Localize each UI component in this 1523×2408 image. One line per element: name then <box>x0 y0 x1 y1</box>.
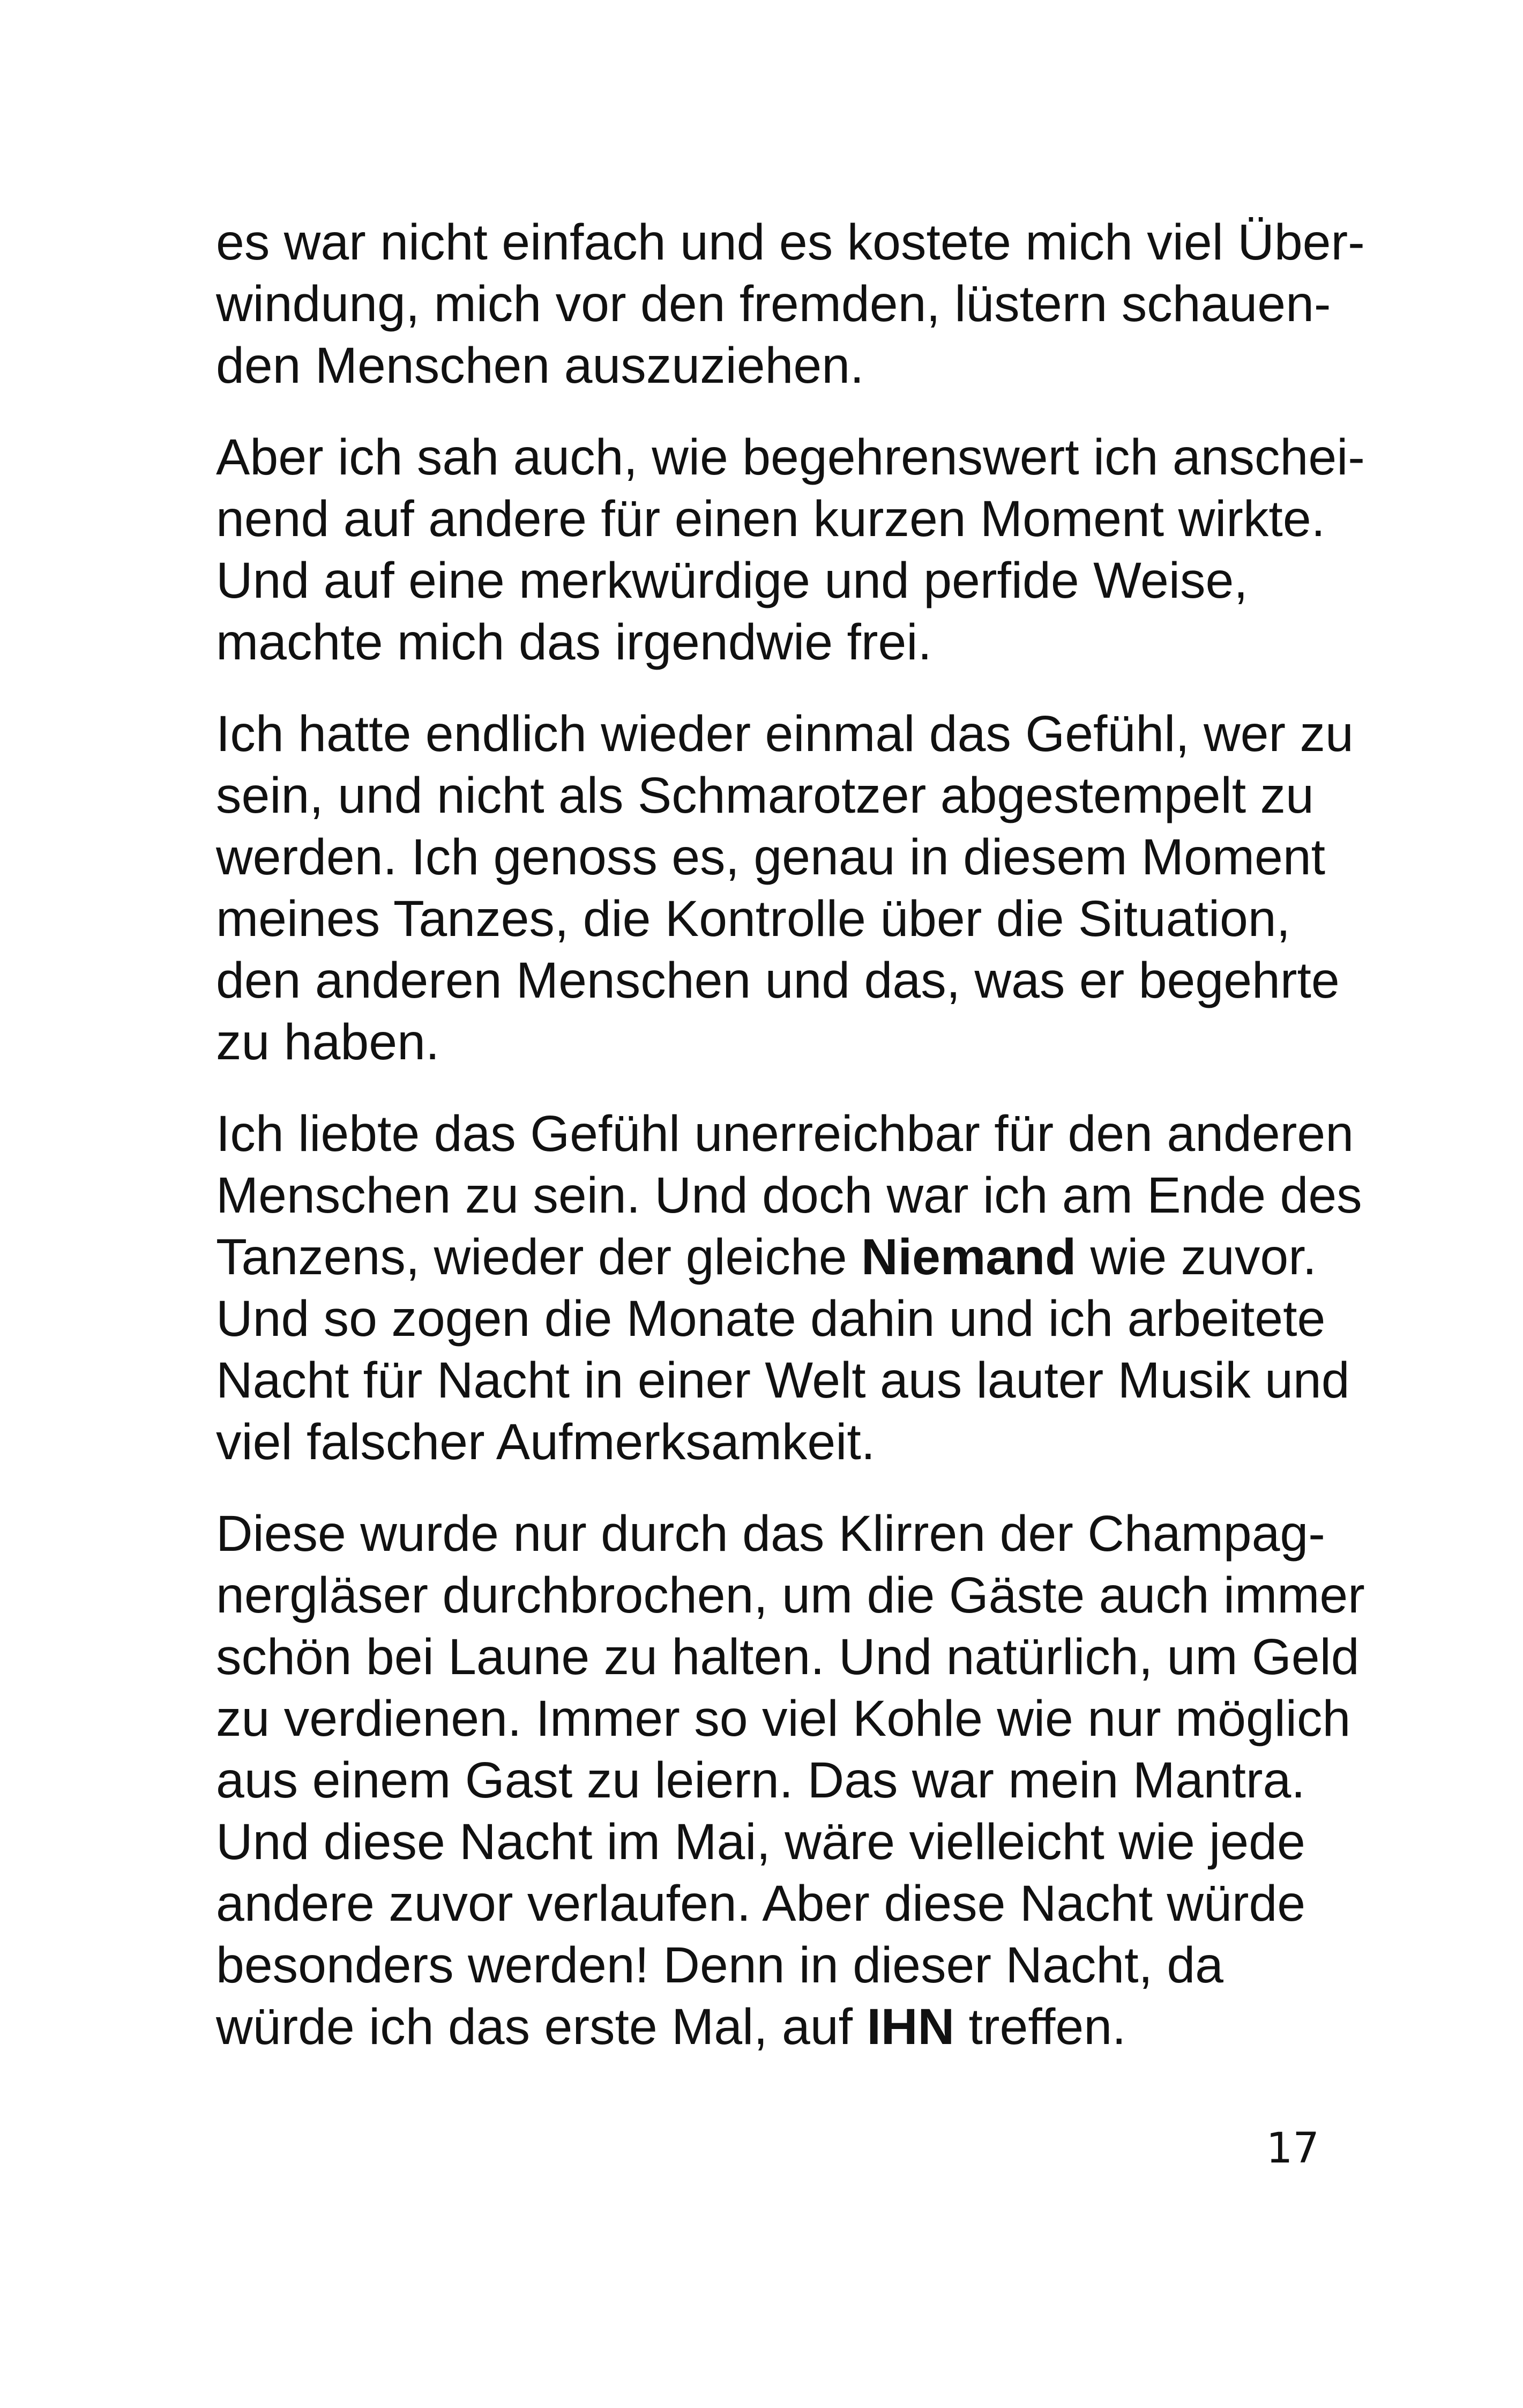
text-line: schön bei Laune zu halten. Und natürlich, um Geld <box>216 1629 1360 1685</box>
emphasis-ihn: IHN <box>867 1998 955 2055</box>
text-line: Ich hatte endlich wieder einmal das Gefühl, wer zu <box>216 705 1354 762</box>
text-line: nend auf andere für einen kurzen Moment wirkte. <box>216 490 1326 547</box>
paragraph-1 <box>216 212 1365 397</box>
text-line: werden. Ich genoss es, genau in diesem Moment <box>216 829 1326 886</box>
paragraph-3 <box>216 703 1354 1073</box>
text-line: Und auf eine merkwürdige und perfide Weise, <box>216 552 1248 609</box>
paragraph-4 <box>216 1103 1362 1473</box>
text-line: würde ich das erste Mal, auf IHN treffen. <box>216 1998 1126 2055</box>
text-line: den anderen Menschen und das, was er begehrte <box>216 952 1340 1009</box>
text-line: aus einem Gast zu leiern. Das war mein Mantra. <box>216 1752 1305 1809</box>
text-line: Diese wurde nur durch das Klirren der Champag- <box>216 1505 1325 1562</box>
text-line: viel falscher Aufmerksamkeit. <box>216 1414 876 1470</box>
page-body <box>216 212 1365 2088</box>
text-line: den Menschen auszuziehen. <box>216 337 864 394</box>
text-line: Tanzens, wieder der gleiche Niemand wie zuvor. <box>216 1229 1317 1285</box>
text-line: windung, mich vor den fremden, lüstern schauen- <box>216 276 1331 332</box>
text-line: Nacht für Nacht in einer Welt aus lauter Musik und <box>216 1352 1350 1409</box>
text-line: Aber ich sah auch, wie begehrenswert ich anschei- <box>216 429 1365 486</box>
paragraph-2 <box>216 427 1365 673</box>
text-line: Ich liebte das Gefühl unerreichbar für den anderen <box>216 1105 1354 1162</box>
text-line: zu verdienen. Immer so viel Kohle wie nur möglich <box>216 1690 1351 1747</box>
text-line: andere zuvor verlaufen. Aber diese Nacht würde <box>216 1875 1306 1932</box>
text-line: es war nicht einfach und es kostete mich viel Über- <box>216 214 1365 271</box>
text-line: besonders werden! Denn in dieser Nacht, da <box>216 1937 1224 1994</box>
text-line: sein, und nicht als Schmarotzer abgestempelt zu <box>216 767 1314 824</box>
emphasis-niemand: Niemand <box>861 1229 1077 1285</box>
text-line: meines Tanzes, die Kontrolle über die Situation, <box>216 890 1291 947</box>
text-line: zu haben. <box>216 1014 440 1071</box>
paragraph-5 <box>216 1503 1365 2058</box>
text-line: nergläser durchbrochen, um die Gäste auch immer <box>216 1567 1365 1624</box>
text-line: machte mich das irgendwie frei. <box>216 614 932 671</box>
text-line: Und diese Nacht im Mai, wäre vielleicht wie jede <box>216 1814 1305 1870</box>
text-line: Und so zogen die Monate dahin und ich arbeitete <box>216 1290 1326 1347</box>
page-number: 17 <box>1266 2124 1319 2173</box>
text-line: Menschen zu sein. Und doch war ich am Ende des <box>216 1167 1362 1224</box>
